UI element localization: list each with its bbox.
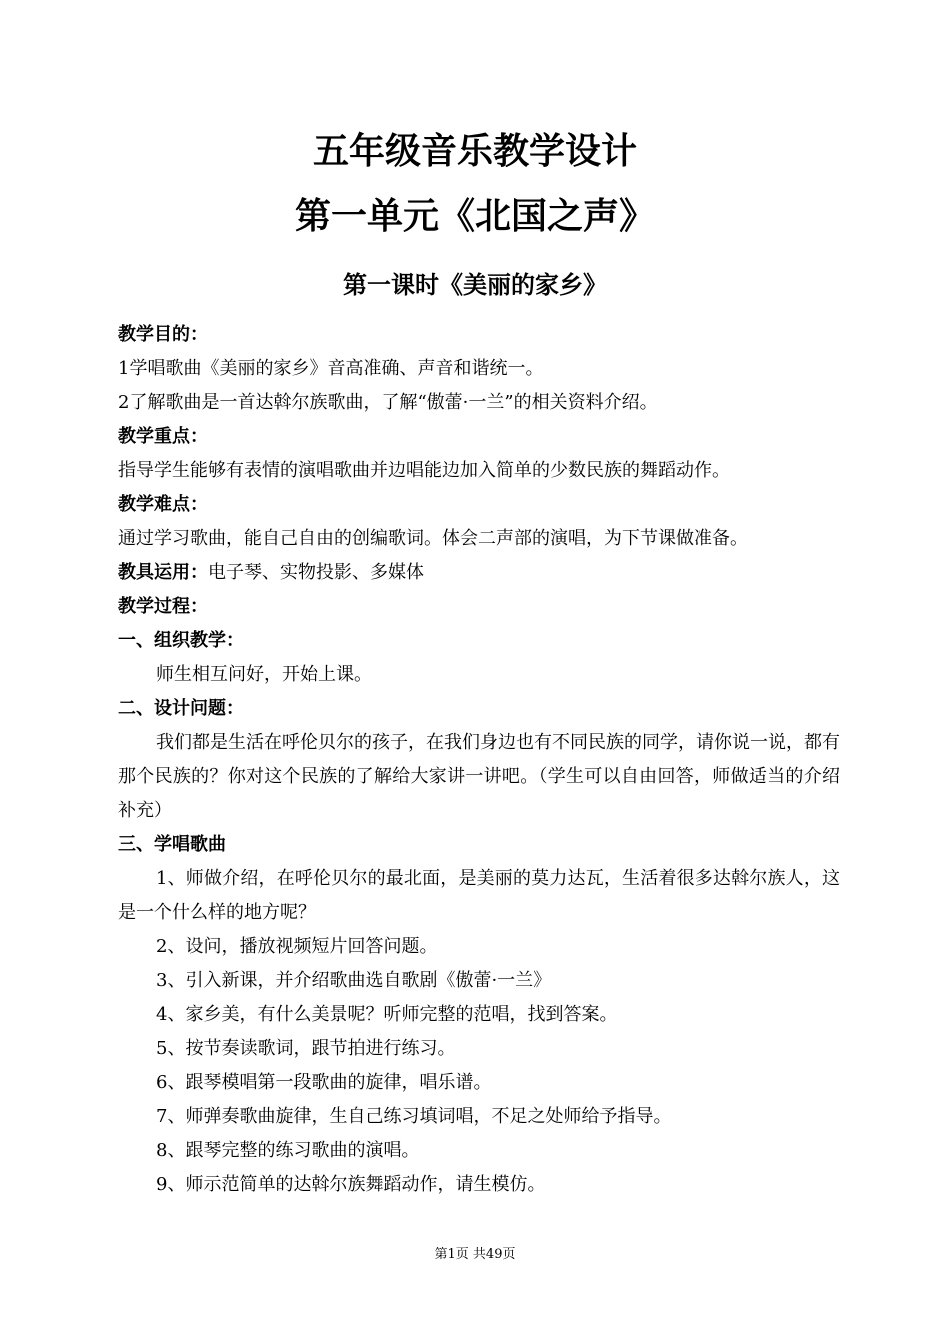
step-7: 7、师弹奏歌曲旋律，生自己练习填词唱，不足之处师给予指导。 [156,1106,672,1127]
step-8: 8、跟琴完整的练习歌曲的演唱。 [156,1140,420,1161]
step-1: 1、师做介绍，在呼伦贝尔的最北面，是美丽的莫力达瓦，生活着很多达斡尔族人，这是一个什么样的地方呢？ [118,868,840,923]
key-points-text: 指导学生能够有表情的演唱歌曲并边唱能边加入简单的少数民族的舞蹈动作。 [118,460,730,481]
page-footer: 第1页 共49页 [434,1247,516,1262]
document-title: 五年级音乐教学设计 [312,131,637,172]
key-points-heading: 教学重点： [118,426,208,447]
document-body [118,318,840,1202]
section-1-text: 师生相互问好，开始上课。 [156,664,372,685]
section-3-heading: 三、学唱歌曲 [118,834,226,855]
lesson-title: 第一课时《美丽的家乡》 [343,271,607,299]
difficulties-heading: 教学难点： [118,494,208,515]
step-9: 9、师示范简单的达斡尔族舞蹈动作，请生模仿。 [156,1174,546,1195]
step-2: 2、设问，播放视频短片回答问题。 [156,936,438,957]
difficulties-text: 通过学习歌曲，能自己自由的创编歌词。体会二声部的演唱，为下节课做准备。 [118,528,748,549]
step-6: 6、跟琴模唱第一段歌曲的旋律，唱乐谱。 [156,1072,492,1093]
section-1-heading: 一、组织教学： [118,630,244,651]
tools-heading: 教具运用： [118,562,208,583]
tools-line [118,556,840,590]
step-5: 5、按节奏读歌词，跟节拍进行练习。 [156,1038,456,1059]
goals-heading: 教学目的： [118,324,208,345]
tools-text: 电子琴、实物投影、多媒体 [208,562,424,583]
process-heading: 教学过程： [118,596,208,617]
step-3: 3、引入新课，并介绍歌曲选自歌剧《傲蕾·一兰》 [156,970,552,991]
section-2-heading: 二、设计问题： [118,698,244,719]
step-4: 4、家乡美，有什么美景呢？听师完整的范唱，找到答案。 [156,1004,618,1025]
goal-2: 2了解歌曲是一首达斡尔族歌曲，了解“傲蕾·一兰”的相关资料介绍。 [118,392,658,413]
unit-title: 第一单元《北国之声》 [294,196,655,237]
section-2-text: 我们都是生活在呼伦贝尔的孩子，在我们身边也有不同民族的同学，请你说一说，都有那个民族的？你对这个民族的了解给大家讲一讲吧。（学生可以自由回答，师做适当的介绍补充） [118,732,840,821]
goal-1: 1学唱歌曲《美丽的家乡》音高准确、声音和谐统一。 [118,358,544,379]
